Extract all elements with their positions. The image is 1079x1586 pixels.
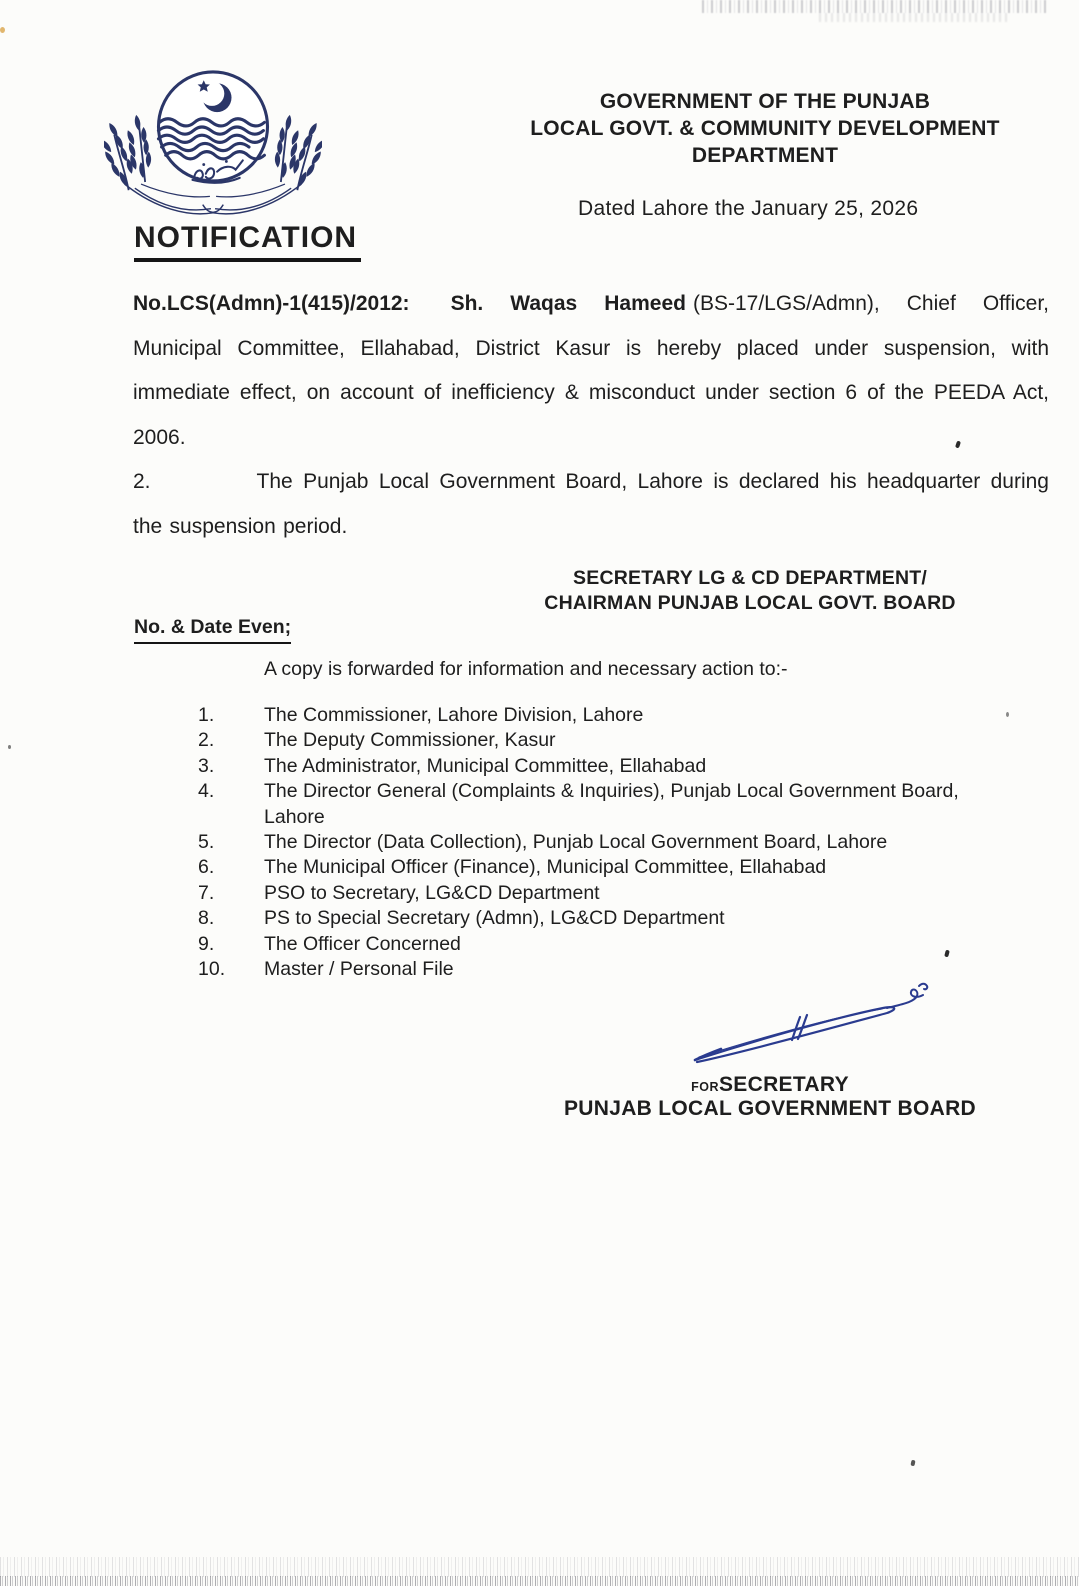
scan-ghost-text-top-2 (819, 13, 1009, 22)
notification-title: NOTIFICATION (134, 221, 361, 262)
signature-title-line (620, 1073, 920, 1097)
department-header (500, 88, 1030, 169)
date-line: Dated Lahore the January 25, 2026 (578, 197, 919, 220)
notification-paragraph-1 (133, 282, 1049, 460)
scan-speck (910, 1460, 915, 1467)
signature-organization: PUNJAB LOCAL GOVERNMENT BOARD (564, 1097, 976, 1120)
reference-number: No.LCS(Admn)-1(415)/2012: (133, 292, 410, 315)
header-line-3: DEPARTMENT (691, 144, 839, 167)
for-label: FOR (691, 1080, 719, 1094)
signatory-block (500, 566, 1000, 616)
list-item: 7. PSO to Secretary, LG&CD Department (198, 881, 600, 904)
paragraph-2-number: 2. (133, 470, 151, 493)
scan-noise-bottom-light (0, 1557, 1079, 1577)
paragraph-1-text: (BS-17/LGS/Admn), Chief Officer, Municipal Committee, Ellahabad, District Kasur is hereby placed under suspension, with immediate effect, on account of inefficiency & misconduct under section 6 of the PEEDA Act, 2006. (133, 292, 1049, 449)
scan-speck (0, 27, 5, 33)
list-item: 9. The Officer Concerned (198, 932, 461, 955)
list-item: 1. The Commissioner, Lahore Division, Lahore (198, 704, 644, 726)
scan-noise-bottom-heavy (0, 1576, 1079, 1586)
handwritten-signature (683, 978, 938, 1073)
signed-title: SECRETARY (719, 1073, 849, 1096)
notification-paragraph-2 (133, 460, 1049, 549)
list-item: 6. The Municipal Officer (Finance), Municipal Committee, Ellahabad (198, 856, 827, 879)
signatory-line-2: CHAIRMAN PUNJAB LOCAL GOVT. BOARD (544, 592, 956, 614)
list-item: 8. PS to Special Secretary (Admn), LG&CD Department (198, 907, 725, 930)
subject-officer-name: Sh. Waqas Hameed (450, 292, 686, 315)
scan-ghost-text-top (702, 0, 1047, 13)
signature-svg (683, 978, 938, 1073)
scan-speck (8, 745, 11, 749)
distribution-list (198, 703, 1012, 982)
crest-svg (104, 62, 322, 230)
list-item: 10. Master / Personal File (198, 958, 454, 981)
header-line-1: GOVERNMENT OF THE PUNJAB (599, 90, 931, 113)
paragraph-2-text: The Punjab Local Government Board, Lahore is declared his headquarter during the suspension period. (133, 470, 1049, 538)
header-line-2: LOCAL GOVT. & COMMUNITY DEVELOPMENT (530, 117, 1000, 140)
list-item: 3. The Administrator, Municipal Committee, Ellahabad (198, 754, 707, 777)
signatory-line-1: SECRETARY LG & CD DEPARTMENT/ (573, 567, 927, 589)
ref-and-date-label: No. & Date Even; (134, 616, 291, 644)
list-item: 2. The Deputy Commissioner, Kasur (198, 729, 556, 752)
forwarding-line: A copy is forwarded for information and necessary action to:- (264, 658, 788, 680)
list-item: 5. The Director (Data Collection), Punjab Local Government Board, Lahore (198, 831, 888, 854)
list-item: 4. The Director General (Complaints & Inquiries), Punjab Local Government Board, Lahore (198, 780, 959, 828)
punjab-government-crest-logo (104, 62, 322, 230)
